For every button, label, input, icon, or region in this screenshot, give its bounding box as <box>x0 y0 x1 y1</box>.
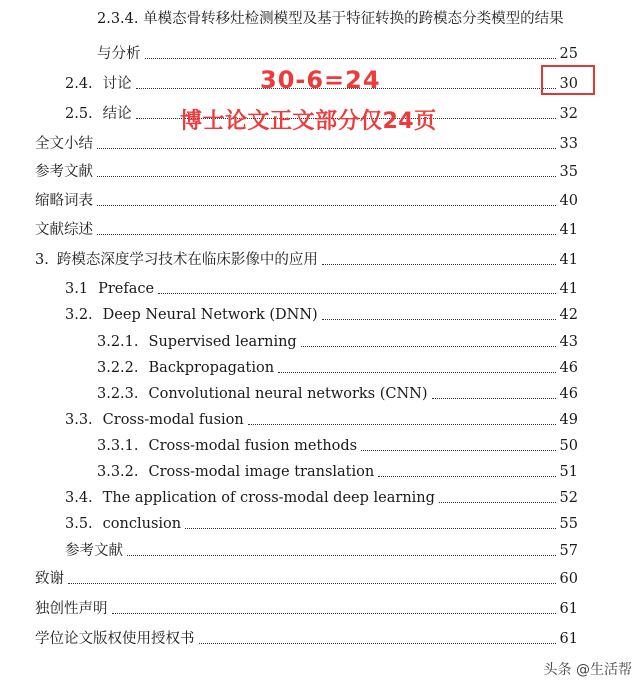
dot-leader <box>378 475 555 477</box>
dot-leader <box>199 642 556 644</box>
toc-entry-title: The application of cross-modal deep learning <box>102 490 435 506</box>
toc-entry-page-number: 49 <box>559 412 578 428</box>
toc-entry-number: 3.2.3. <box>97 386 139 402</box>
toc-entry-title: 参考文献 <box>35 164 93 180</box>
toc-entry <box>35 564 578 588</box>
toc-entry <box>97 327 578 351</box>
dot-leader <box>97 233 556 235</box>
toc-entry-page-number: 40 <box>559 193 578 209</box>
dot-leader <box>278 371 555 373</box>
toc-entry-page-number: 41 <box>559 222 578 238</box>
toc-entry-title: 跨模态深度学习技术在临床影像中的应用 <box>56 252 318 268</box>
toc-entry-title: Deep Neural Network (DNN) <box>102 307 318 323</box>
toc-entry-title: Cross-modal image translation <box>148 464 375 480</box>
toc-entry-page-number: 52 <box>559 490 578 506</box>
toc-entry-title: 单模态骨转移灶检测模型及基于特征转换的跨模态分类模型的结果 <box>143 11 564 27</box>
toc-entry <box>35 186 578 210</box>
toc-entry-number: 3.1 <box>65 281 89 297</box>
toc-entry-number: 3.3.2. <box>97 464 139 480</box>
toc-entry-title: 全文小结 <box>35 136 93 152</box>
toc-entry <box>35 624 578 648</box>
toc-entry-title: Convolutional neural networks (CNN) <box>148 386 428 402</box>
toc-entry-number: 2.4. <box>65 76 93 92</box>
dot-leader <box>361 449 555 451</box>
toc-entry-page-number: 61 <box>559 631 578 647</box>
dot-leader <box>97 175 556 177</box>
toc-entry-page-number: 60 <box>559 571 578 587</box>
dot-leader <box>439 501 556 503</box>
dot-leader <box>322 318 556 320</box>
toc-entry <box>97 379 578 403</box>
toc-entry-title: conclusion <box>102 516 182 532</box>
toc-entry-title: 独创性声明 <box>35 601 108 617</box>
toc-entry <box>97 39 578 63</box>
toc-entry-number: 3.5. <box>65 516 93 532</box>
dot-leader <box>68 582 556 584</box>
page-number-highlight-box <box>541 65 595 95</box>
dot-leader <box>158 292 556 294</box>
toc-entry-page-number: 41 <box>559 252 578 268</box>
watermark-text: 头条 @生活帮 <box>543 662 632 678</box>
toc-entry-title: 讨论 <box>102 76 132 92</box>
toc-entry-page-number: 57 <box>559 543 578 559</box>
toc-entry <box>35 245 578 269</box>
dot-leader <box>112 612 556 614</box>
toc-entry-page-number: 50 <box>559 438 578 454</box>
toc-entry-page-number: 55 <box>559 516 578 532</box>
toc-entry-page-number: 51 <box>559 464 578 480</box>
dot-leader <box>185 527 555 529</box>
toc-entry-title: 学位论文版权使用授权书 <box>35 631 195 647</box>
toc-entry-2-3-4-first-line <box>97 10 578 28</box>
toc-entry-number: 3.2.1. <box>97 334 139 350</box>
toc-entry-number: 3. <box>35 252 49 268</box>
dot-leader <box>301 345 556 347</box>
toc-entry <box>35 594 578 618</box>
annotation-calculation: 30-6=24 <box>260 66 381 94</box>
toc-entry-title: 与分析 <box>97 46 141 62</box>
toc-entry-page-number: 61 <box>559 601 578 617</box>
toc-entry-title: 参考文献 <box>65 543 123 559</box>
toc-entry-title: Supervised learning <box>148 334 297 350</box>
toc-entry <box>35 157 578 181</box>
toc-entry-page-number: 33 <box>559 136 578 152</box>
toc-entry-title: Cross-modal fusion methods <box>148 438 358 454</box>
toc-entry <box>97 457 578 481</box>
toc-entry-number: 2.5. <box>65 106 93 122</box>
toc-entry <box>65 405 578 429</box>
toc-entry-title: 致谢 <box>35 571 64 587</box>
dot-leader <box>432 397 556 399</box>
toc-entry-number: 2.3.4. <box>97 11 139 27</box>
toc-entry-number: 3.2.2. <box>97 360 139 376</box>
toc-entry <box>97 353 578 377</box>
dot-leader <box>145 57 556 59</box>
toc-entry-page-number: 43 <box>559 334 578 350</box>
toc-entry-title: Cross-modal fusion <box>102 412 244 428</box>
toc-entry <box>35 215 578 239</box>
toc-entry-page-number: 41 <box>559 281 578 297</box>
toc-entry-title: Preface <box>98 281 155 297</box>
toc-entry-page-number: 32 <box>559 106 578 122</box>
toc-entry-title: 缩略词表 <box>35 193 93 209</box>
toc-entry-title: 文献综述 <box>35 222 93 238</box>
toc-entry-title: Backpropagation <box>148 360 275 376</box>
toc-entry-number: 3.4. <box>65 490 93 506</box>
toc-entry-page-number: 46 <box>559 386 578 402</box>
toc-entry-number: 3.2. <box>65 307 93 323</box>
dot-leader <box>97 204 556 206</box>
toc-entry <box>65 274 578 298</box>
dot-leader <box>97 147 556 149</box>
toc-entry-page-number: 30 <box>559 76 578 92</box>
toc-entry-number: 3.3.1. <box>97 438 139 454</box>
dot-leader <box>127 554 556 556</box>
annotation-note: 博士论文正文部分仅24页 <box>180 109 437 134</box>
dot-leader <box>248 423 556 425</box>
toc-entry <box>97 431 578 455</box>
toc-entry-title: 结论 <box>102 106 132 122</box>
dot-leader <box>322 263 556 265</box>
toc-entry <box>65 300 578 324</box>
toc-entry <box>65 536 578 560</box>
toc-entry <box>65 483 578 507</box>
toc-entry-page-number: 25 <box>559 46 578 62</box>
toc-entry-number: 3.3. <box>65 412 93 428</box>
toc-entry <box>65 509 578 533</box>
toc-entry-page-number: 46 <box>559 360 578 376</box>
toc-entry-page-number: 35 <box>559 164 578 180</box>
toc-entry-page-number: 42 <box>559 307 578 323</box>
